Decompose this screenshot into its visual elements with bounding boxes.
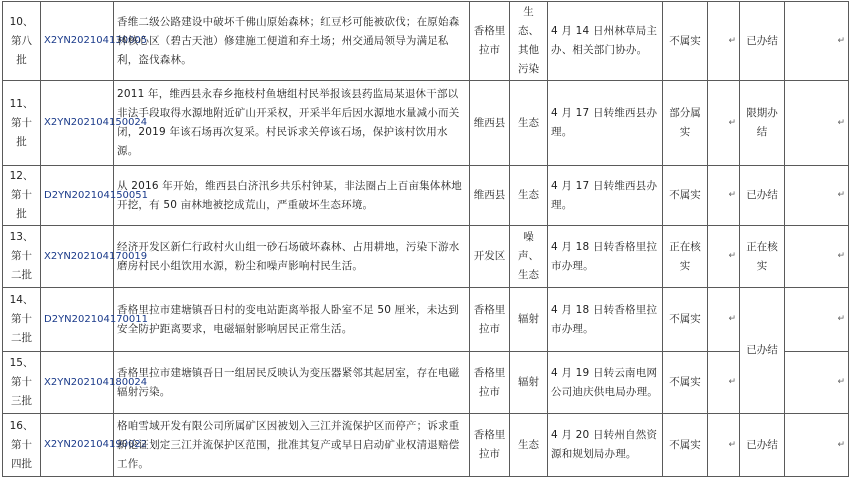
row-number: 16、第十四批 [3, 414, 41, 477]
pollution-type: 生态 [510, 81, 548, 166]
area: 香格里拉市 [470, 2, 510, 81]
verdict: 不属实 [663, 166, 708, 226]
table-row [3, 352, 849, 414]
paragraph-mark: ↵ [785, 81, 849, 166]
row-number: 12、第十批 [3, 166, 41, 226]
pollution-type: 生态 [510, 166, 548, 226]
verdict: 不属实 [663, 288, 708, 352]
case-code: D2YN202104170011 [41, 288, 114, 352]
handling-dept: 4 月 20 日转州自然资源和规划局办理。 [548, 414, 663, 477]
row-number: 15、第十三批 [3, 352, 41, 414]
verdict: 正在核实 [663, 226, 708, 288]
row-number: 10、第八批 [3, 2, 41, 81]
case-description: 香维二级公路建设中破坏千佛山原始森林；红豆杉可能被砍伐；在原始森林核心区（碧古天池）修建施工便道和弃土场；州交通局领导为满足私利，盗伐森林。 [114, 2, 470, 81]
handling-dept: 4 月 18 日转香格里拉市办理。 [548, 288, 663, 352]
paragraph-mark: ↵ [708, 166, 740, 226]
table-row [3, 2, 849, 81]
case-description: 经济开发区新仁行政村火山组一砂石场破坏森林、占用耕地，污染下游水磨房村民小组饮用水源，粉尘和噪声影响村民生活。 [114, 226, 470, 288]
paragraph-mark: ↵ [785, 226, 849, 288]
row-number: 13、第十二批 [3, 226, 41, 288]
case-code: X2YN202104190022 [41, 414, 114, 477]
pollution-type: 辐射 [510, 288, 548, 352]
paragraph-mark: ↵ [708, 2, 740, 81]
table-row [3, 166, 849, 226]
area: 维西县 [470, 81, 510, 166]
table-row [3, 414, 849, 477]
paragraph-mark: ↵ [785, 414, 849, 477]
case-description: 2011 年，维西县永春乡拖枝村鱼塘组村民举报该县药监局某退休干部以非法手段取得水源地附近矿山开采权，开采半年后因水源地水量减小而关闭，2019 年该石场再次复采。村民诉求关停该石场，保护该村饮用水源。 [114, 81, 470, 166]
pollution-type: 辐射 [510, 352, 548, 414]
case-table [2, 1, 849, 477]
handling-dept: 4 月 19 日转云南电网公司迪庆供电局办理。 [548, 352, 663, 414]
status: 已办结 [740, 288, 785, 414]
area: 开发区 [470, 226, 510, 288]
pollution-type: 噪声、生态 [510, 226, 548, 288]
paragraph-mark: ↵ [785, 352, 849, 414]
status: 限期办结 [740, 81, 785, 166]
paragraph-mark: ↵ [785, 288, 849, 352]
status: 正在核实 [740, 226, 785, 288]
verdict: 不属实 [663, 414, 708, 477]
paragraph-mark: ↵ [708, 81, 740, 166]
pollution-type: 生态 [510, 414, 548, 477]
pollution-type: 生态、其他污染 [510, 2, 548, 81]
case-description: 格咱雪域开发有限公司所属矿区因被划入三江并流保护区而停产；诉求重新论证划定三江并流保护区范围，批准其复产或早日启动矿业权清退赔偿工作。 [114, 414, 470, 477]
case-code: X2YN202104150024 [41, 81, 114, 166]
area: 维西县 [470, 166, 510, 226]
verdict: 不属实 [663, 352, 708, 414]
verdict: 不属实 [663, 2, 708, 81]
case-description: 香格里拉市建塘镇吾日一组居民反映认为变压器紧邻其起居室，存在电磁辐射污染。 [114, 352, 470, 414]
area: 香格里拉市 [470, 352, 510, 414]
paragraph-mark: ↵ [785, 2, 849, 81]
case-description: 香格里拉市建塘镇吾日村的变电站距离举报人卧室不足 50 厘米，未达到安全防护距离要求，电磁辐射影响居民正常生活。 [114, 288, 470, 352]
paragraph-mark: ↵ [785, 166, 849, 226]
area: 香格里拉市 [470, 288, 510, 352]
case-code: X2YN202104170019 [41, 226, 114, 288]
status: 已办结 [740, 414, 785, 477]
handling-dept: 4 月 18 日转香格里拉市办理。 [548, 226, 663, 288]
table-row [3, 81, 849, 166]
area: 香格里拉市 [470, 414, 510, 477]
status: 已办结 [740, 2, 785, 81]
paragraph-mark: ↵ [708, 288, 740, 352]
paragraph-mark: ↵ [708, 352, 740, 414]
row-number: 14、第十二批 [3, 288, 41, 352]
verdict: 部分属实 [663, 81, 708, 166]
handling-dept: 4 月 14 日州林草局主办、相关部门协办。 [548, 2, 663, 81]
case-code: D2YN202104150051 [41, 166, 114, 226]
row-number: 11、第十批 [3, 81, 41, 166]
case-code: X2YN202104130005 [41, 2, 114, 81]
table-row [3, 226, 849, 288]
status: 已办结 [740, 166, 785, 226]
paragraph-mark: ↵ [708, 226, 740, 288]
paragraph-mark: ↵ [708, 414, 740, 477]
table-row [3, 288, 849, 352]
handling-dept: 4 月 17 日转维西县办理。 [548, 166, 663, 226]
case-code: X2YN202104180024 [41, 352, 114, 414]
handling-dept: 4 月 17 日转维西县办理。 [548, 81, 663, 166]
case-description: 从 2016 年开始，维西县白济汛乡共乐村钟某，非法圈占上百亩集体林地开挖，有 50 亩林地被挖成荒山，严重破坏生态环境。 [114, 166, 470, 226]
